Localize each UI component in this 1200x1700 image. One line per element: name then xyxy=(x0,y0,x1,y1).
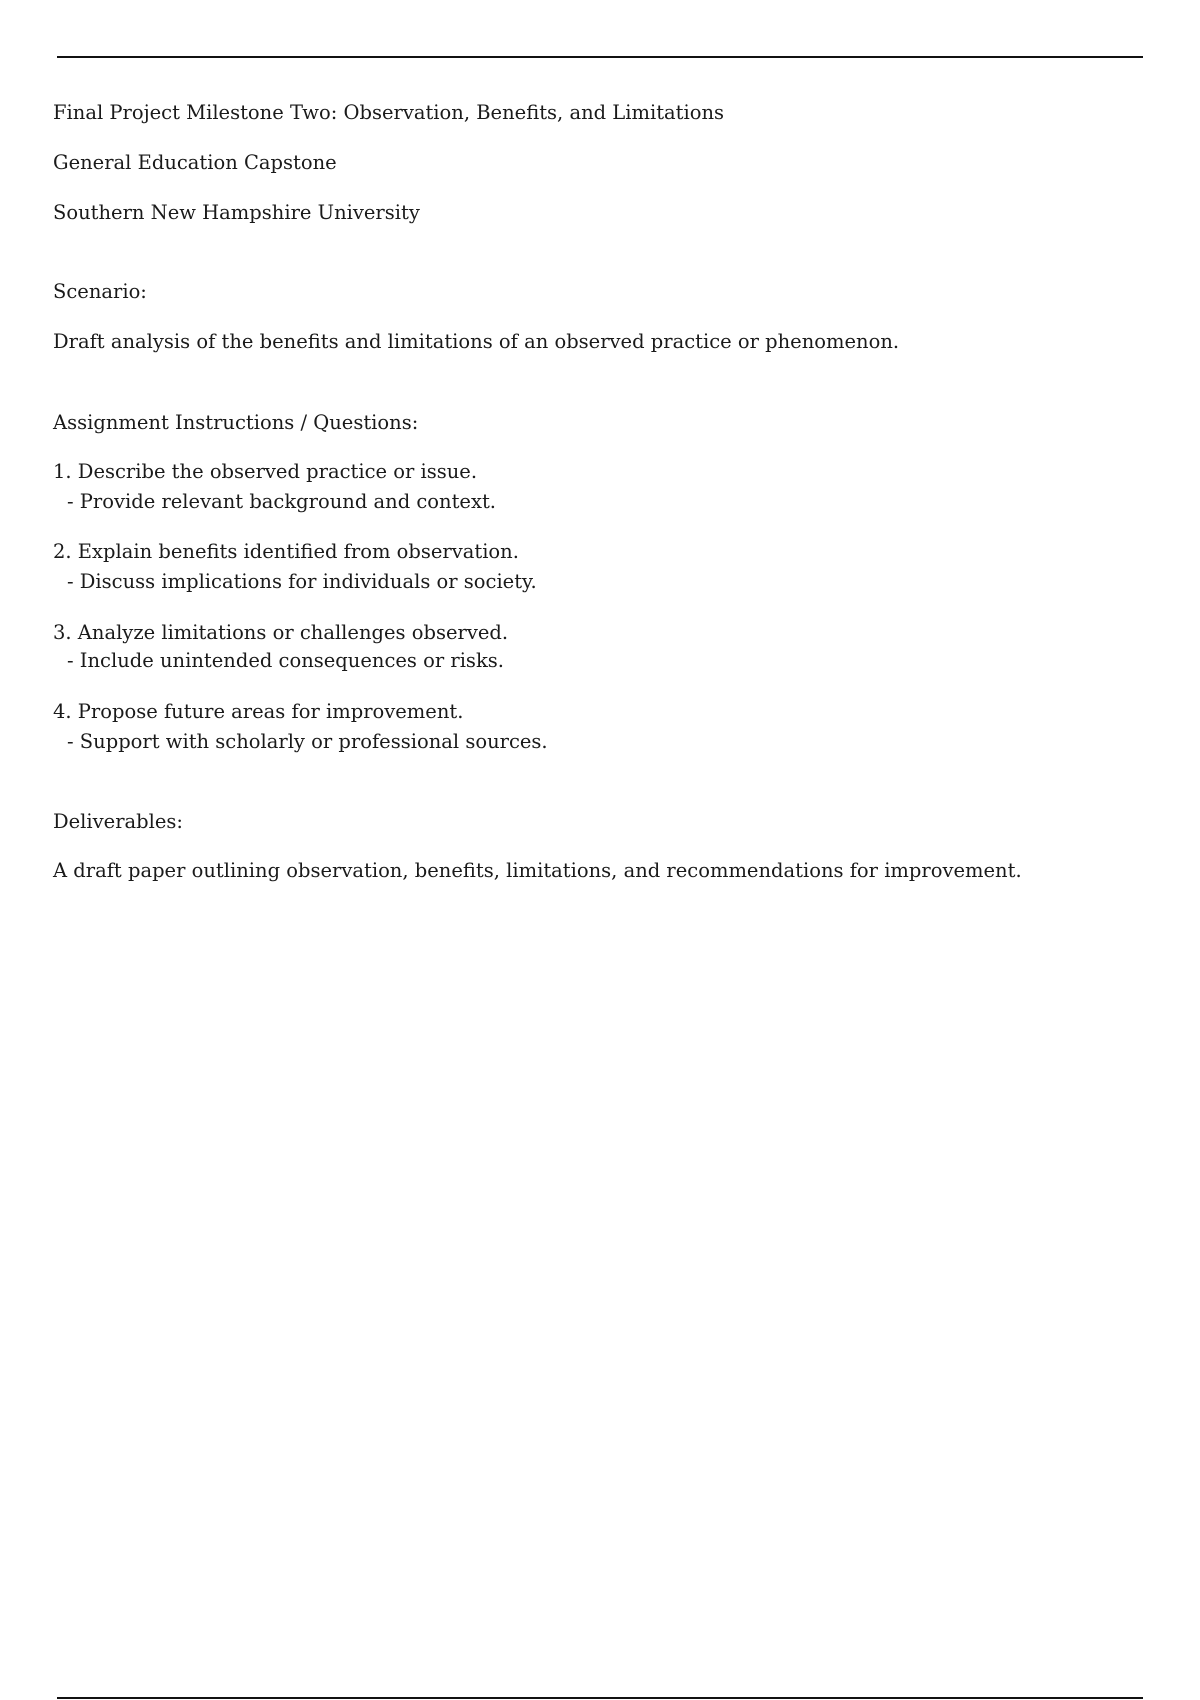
instruction-subitem-4: - Support with scholarly or professional sources. xyxy=(67,730,548,753)
instruction-subitem-2: - Discuss implications for individuals or society. xyxy=(67,570,537,593)
institution-name: Southern New Hampshire University xyxy=(53,201,420,224)
top-rule xyxy=(57,56,1143,58)
course-name: General Education Capstone xyxy=(53,151,337,174)
deliverables-heading: Deliverables: xyxy=(53,810,183,833)
instruction-subitem-1: - Provide relevant background and context. xyxy=(67,490,496,513)
instruction-item-1: 1. Describe the observed practice or issue. xyxy=(53,460,478,483)
scenario-text: Draft analysis of the benefits and limitations of an observed practice or phenomenon. xyxy=(53,330,900,353)
document-title: Final Project Milestone Two: Observation, Benefits, and Limitations xyxy=(53,101,725,124)
scenario-heading: Scenario: xyxy=(53,280,147,303)
instructions-heading: Assignment Instructions / Questions: xyxy=(53,411,419,434)
instruction-subitem-3: - Include unintended consequences or risks. xyxy=(67,649,504,672)
instruction-item-3: 3. Analyze limitations or challenges observed. xyxy=(53,621,509,644)
instruction-item-4: 4. Propose future areas for improvement. xyxy=(53,700,464,723)
bottom-rule xyxy=(57,1697,1143,1699)
instruction-item-2: 2. Explain benefits identified from observation. xyxy=(53,540,519,563)
deliverables-text: A draft paper outlining observation, benefits, limitations, and recommendations for improvement. xyxy=(53,859,1022,882)
